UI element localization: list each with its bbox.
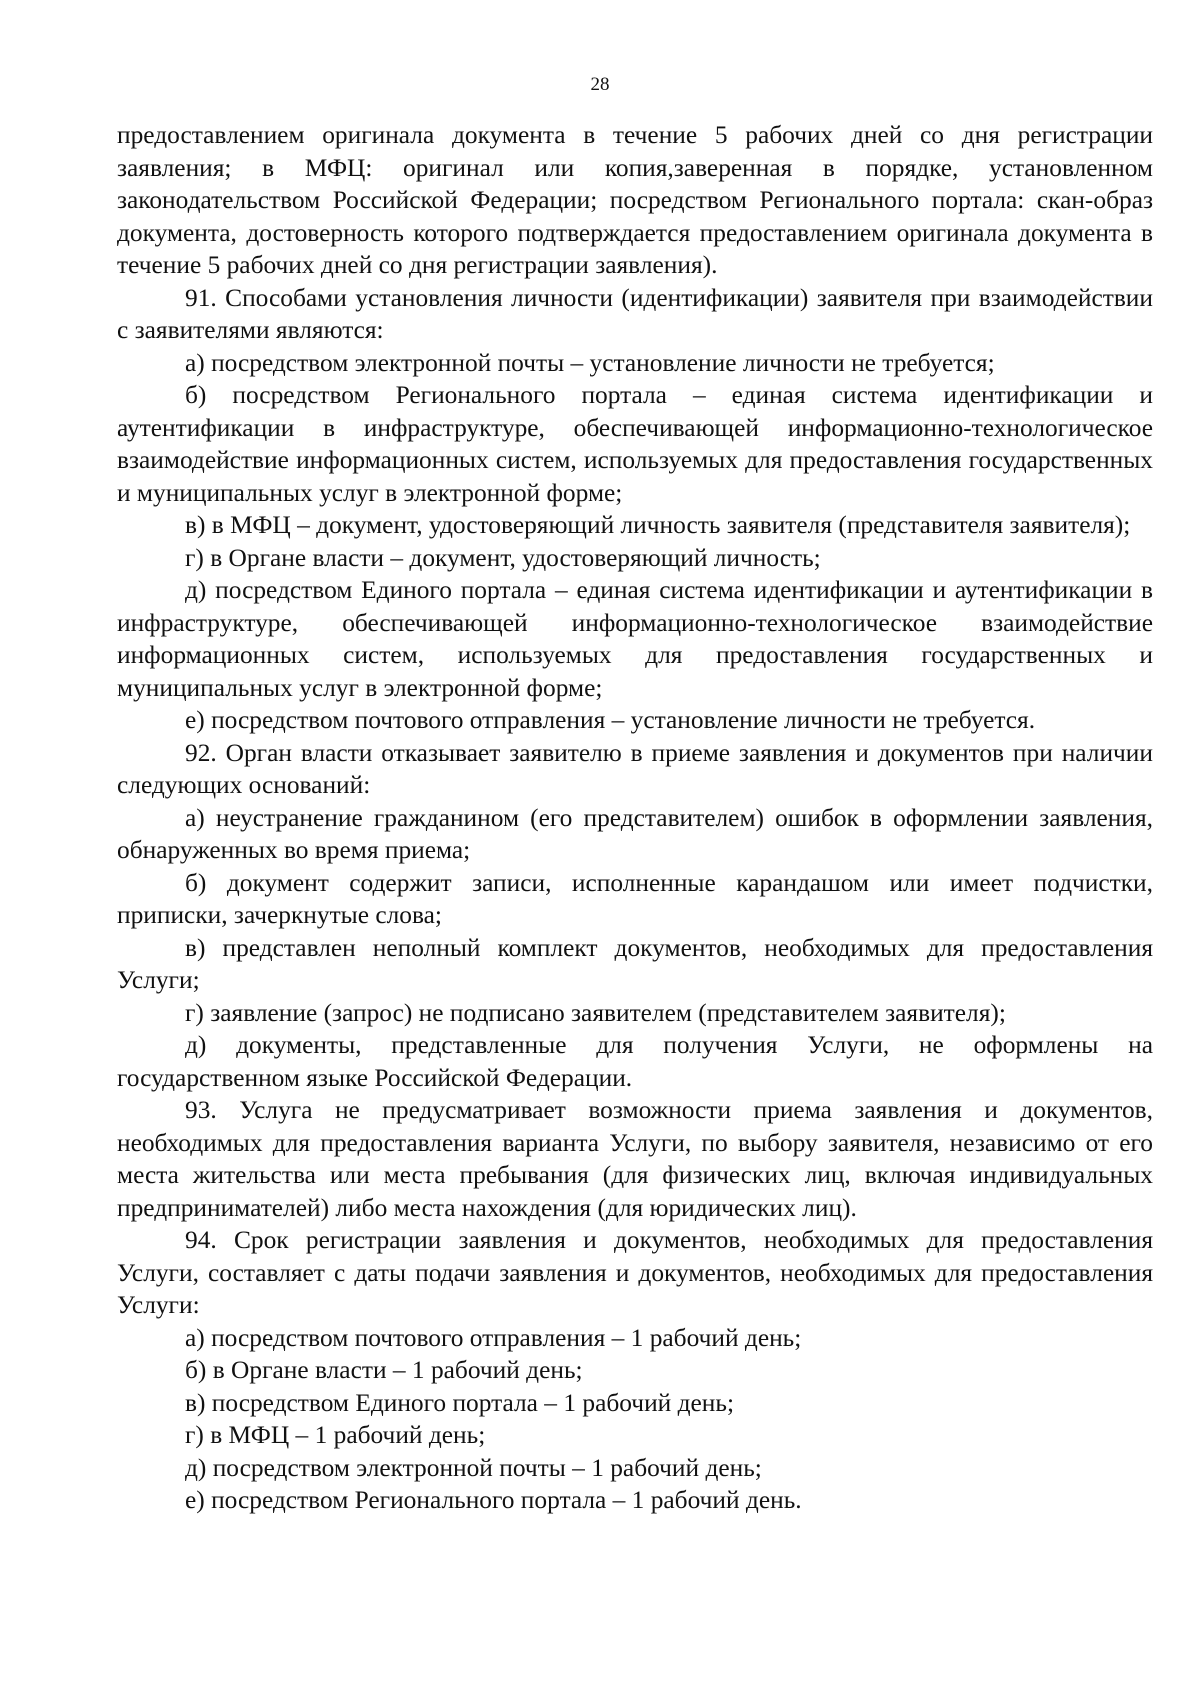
paragraph-continuation: предоставлением оригинала документа в течение 5 рабочих дней со дня регистрации заявления; в МФЦ: оригинал или копия,заверенная в порядке, установленном законодательством Российской Федерации; посредством Регионального портала: скан-образ документа, достоверность которого подтверждается предоставлением оригинала документа в течение 5 рабочих дней со дня регистрации заявления).: [117, 121, 1153, 279]
paragraph-91-d: д) посредством Единого портала – единая система идентификации и аутентификации в инфраструктуре, обеспечивающей информационно-технологическое взаимодействие информационных систем, используемых для предоставления государственных и муниципальных услуг в электронной форме;: [117, 576, 1153, 702]
paragraph-94: 94. Срок регистрации заявления и документов, необходимых для предоставления Услуги, составляет с даты подачи заявления и документов, необходимых для предоставления Услуги:: [117, 1226, 1153, 1319]
paragraph-94-e: е) посредством Регионального портала – 1 рабочий день.: [185, 1486, 802, 1514]
paragraph-91-e: е) посредством почтового отправления – установление личности не требуется.: [185, 706, 1036, 734]
paragraph-94-b: б) в Органе власти – 1 рабочий день;: [185, 1356, 583, 1384]
paragraph-91-g: г) в Органе власти – документ, удостоверяющий личность;: [185, 543, 821, 572]
page-number: 28: [590, 74, 610, 95]
paragraph-93: 93. Услуга не предусматривает возможности приема заявления и документов, необходимых для предоставления варианта Услуги, по выбору заявителя, независимо от его места жительства или места пребывания (для физических лиц, включая индивидуальных предпринимателей) либо места нахождения (для юридических лиц).: [117, 1096, 1153, 1222]
paragraph-92-b: б) документ содержит записи, исполненные карандашом или имеет подчистки, приписки, зачеркнутые слова;: [117, 868, 1153, 929]
paragraph-91-a: а) посредством электронной почты – установление личности не требуется;: [185, 348, 995, 377]
document-body: [117, 119, 1153, 1517]
paragraph-94-g: г) в МФЦ – 1 рабочий день;: [185, 1421, 486, 1449]
paragraph-92-a: а) неустранение гражданином (его представителем) ошибок в оформлении заявления, обнаруженных во время приема;: [117, 803, 1153, 864]
paragraph-92: 92. Орган власти отказывает заявителю в приеме заявления и документов при наличии следующих оснований:: [117, 738, 1153, 799]
paragraph-94-v: в) посредством Единого портала – 1 рабочий день;: [185, 1388, 734, 1417]
paragraph-91-b: б) посредством Регионального портала – единая система идентификации и аутентификации в инфраструктуре, обеспечивающей информационно-технологическое взаимодействие информационных систем, используемых для предоставления государственных и муниципальных услуг в электронной форме;: [117, 381, 1153, 507]
paragraph-91: 91. Способами установления личности (идентификации) заявителя при взаимодействии с заявителями являются:: [117, 283, 1153, 344]
paragraph-91-v: в) в МФЦ – документ, удостоверяющий личность заявителя (представителя заявителя);: [185, 511, 1131, 539]
paragraph-94-d: д) посредством электронной почты – 1 рабочий день;: [185, 1453, 762, 1482]
paragraph-92-g: г) заявление (запрос) не подписано заявителем (представителем заявителя);: [185, 998, 1006, 1027]
paragraph-94-a: а) посредством почтового отправления – 1 рабочий день;: [185, 1323, 802, 1352]
paragraph-92-v: в) представлен неполный комплект документов, необходимых для предоставления Услуги;: [117, 933, 1153, 994]
paragraph-92-d: д) документы, представленные для получения Услуги, не оформлены на государственном языке Российской Федерации.: [117, 1031, 1153, 1092]
